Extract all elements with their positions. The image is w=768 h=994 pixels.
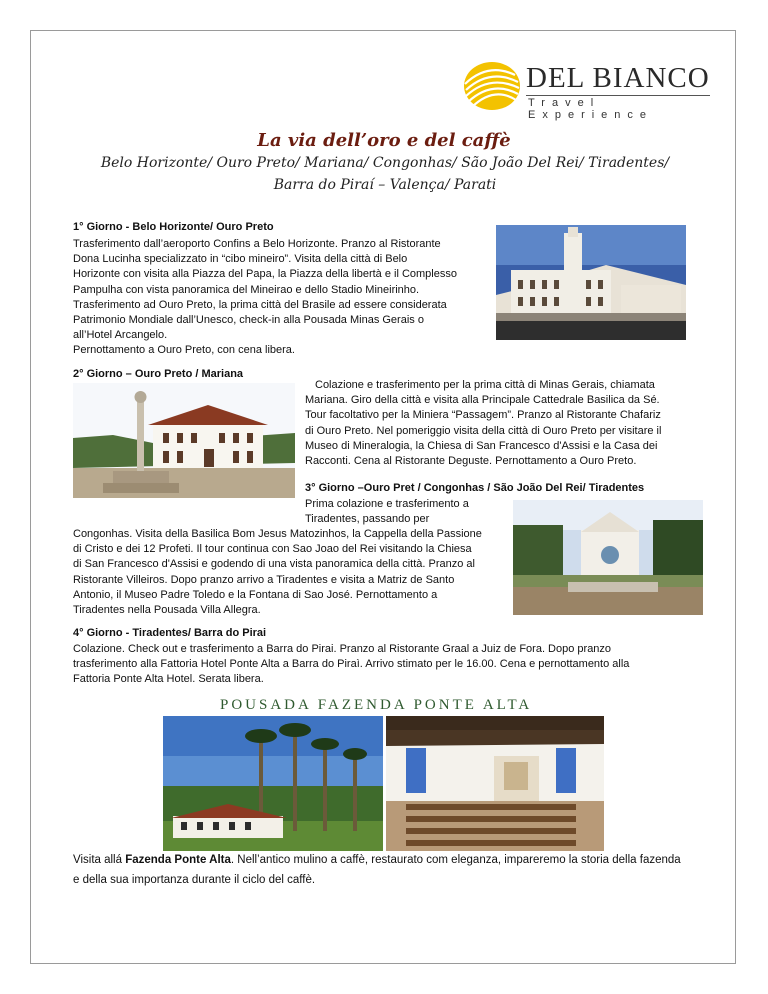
- footer-text: [73, 850, 703, 890]
- footer-prefix: Visita allá: [73, 854, 123, 866]
- ouro-preto-photo: [496, 225, 686, 340]
- day4-line: Fattoria Ponte Alta Hotel. Serata libera.: [73, 673, 264, 686]
- brand-name: DEL BIANCO: [526, 62, 710, 94]
- day2-line: Racconti. Cena al Ristorante Deguste. Pernottamento a Ouro Preto.: [305, 455, 637, 468]
- day3-line: Tiradentes, passando per: [305, 513, 430, 526]
- fazenda-palms-photo: [163, 716, 383, 851]
- day2-line: Tour facoltativo per la Miniera “Passagem”. Pranzo al Ristorante Chafariz: [305, 409, 661, 422]
- day3-line: Antonio, il Museo Padre Toledo e la Fontana di Sao José. Pernottamento a: [73, 588, 438, 601]
- day3-line: Tiradentes nella Pousada Villa Allegra.: [73, 604, 261, 617]
- logo-rule: [526, 95, 710, 96]
- day1-line: Dona Lucinha specializzato in “cibo mineiro”. Visita della città di Belo: [73, 253, 408, 266]
- brand-tagline: Travel Experience: [528, 97, 654, 121]
- day4-line: Colazione. Check out e trasferimento a Barra do Pirai. Pranzo al Ristorante Graal a Juiz de Fora. Dopo pranzo: [73, 643, 612, 655]
- footer-line-2: e della sua importanza durante il ciclo del caffè.: [73, 874, 316, 886]
- day1-line: Pernottamento a Ouro Preto, con cena libera.: [73, 344, 295, 357]
- day1-line: Trasferimento ad Ouro Preto, la prima città del Brasile ad essere considerata: [73, 298, 447, 311]
- mariana-photo: [73, 383, 295, 498]
- day1-line: Pampulha con vista panoramica del Mineirao e dello Stadio Mineirinho.: [73, 283, 420, 296]
- day1-line: all’Hotel Arcangelo.: [73, 329, 168, 342]
- fazenda-name: Fazenda Ponte Alta: [125, 854, 231, 866]
- page-subtitle: Belo Horizonte/ Ouro Preto/ Mariana/ Congonhas/ São João Del Rei/ Tiradentes/ Barra do Piraí – Valença/ Parati: [100, 155, 670, 193]
- sun-logo-icon: [460, 60, 522, 112]
- day2-line: Museo di Mineralogia, la Chiesa di San Francesco d'Assisi e la Casa dei: [305, 439, 658, 452]
- tiradentes-photo: [513, 500, 703, 615]
- pousada-banner: POUSADA FAZENDA PONTE ALTA: [220, 697, 533, 713]
- day2-heading: 2° Giorno – Ouro Preto / Mariana: [73, 368, 244, 380]
- day4-heading: 4° Giorno - Tiradentes/ Barra do Pirai: [73, 627, 267, 639]
- fazenda-chapel-photo: [386, 716, 604, 851]
- page-title: La via dell’oro e del caffè: [257, 130, 511, 151]
- day3-line: Prima colazione e trasferimento a: [305, 498, 469, 510]
- day3-line: di Cristo e dei 12 Profeti. Il tour continua con Sao Joao del Rei visitando la Chiesa: [73, 543, 472, 556]
- day3-text: [73, 527, 503, 618]
- day1-line: Trasferimento dall’aeroporto Confins a Belo Horizonte. Pranzo al Ristorante: [73, 238, 441, 250]
- day1-text: [73, 237, 486, 359]
- day1-line: Patrimonio Mondiale dall’Unesco, check-in alla Pousada Minas Gerais o: [73, 314, 424, 327]
- footer-rest: . Nell’antico mulino a caffè, restaurato com eleganza, impareremo la storia della fazenda: [230, 854, 681, 866]
- del-bianco-logo: [460, 60, 715, 121]
- day4-text: [73, 642, 697, 688]
- day2-text: [305, 378, 694, 469]
- day3-line: Congonhas. Visita della Basilica Bom Jesus Matozinhos, la Cappella della Passione: [73, 528, 482, 540]
- footer-line-1: [73, 850, 703, 870]
- day3-heading: 3° Giorno –Ouro Pret / Congonhas / São João Del Rei/ Tiradentes: [305, 482, 645, 494]
- day2-line: Mariana. Giro della città e visita alla Principale Cattedrale Basilica da Sé.: [305, 394, 660, 407]
- day1-heading: 1° Giorno - Belo Horizonte/ Ouro Preto: [73, 221, 274, 233]
- day3-text-short: [305, 497, 502, 527]
- day2-line: di Ouro Preto. Nel pomeriggio visita della città di Ouro Preto per visitare il: [305, 424, 662, 437]
- day3-line: Ristorante Villeiros. Dopo pranzo arrivo a Tiradentes e visita a Matriz de Santo: [73, 573, 455, 586]
- day3-line: di San Francesco d'Assisi e godendo di una vista panoramica della città. Pranzo al: [73, 558, 475, 571]
- day1-line: Horizonte con visita alla Piazza del Papa, la Piazza della libertà e il Complesso: [73, 268, 457, 281]
- day4-line: trasferimento alla Fattoria Hotel Ponte Alta a Barra do Piraì. Arrivo stimato per le 16.00. Cena e pernottamento alla: [73, 658, 630, 671]
- day2-line: Colazione e trasferimento per la prima città di Minas Gerais, chiamata: [315, 379, 655, 391]
